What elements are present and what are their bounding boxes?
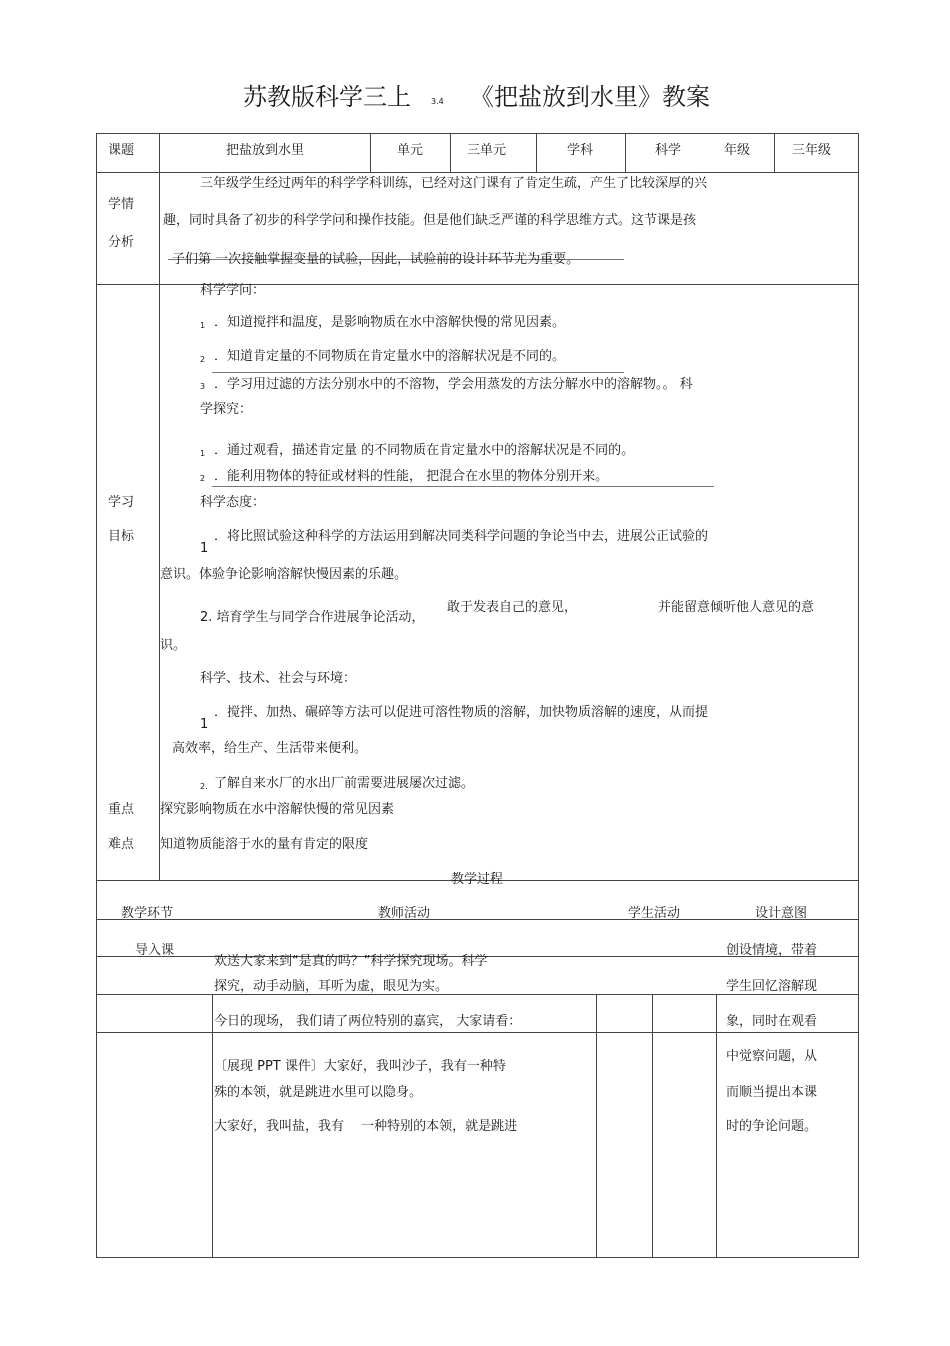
knowledge-item-1: ．知道搅拌和温度，是影响物质在水中溶解快慢的常见因素。 (214, 315, 566, 330)
grade-label: 年级 (724, 143, 751, 158)
attitude-item-1b: 意识。体验争论影响溶解快慢因素的乐趣。 (160, 567, 408, 582)
attitude-item-2a: 2. 培育学生与同学合作进展争论活动， (200, 610, 425, 625)
a1-number: 1 (200, 541, 209, 556)
analysis-line: 子们第 一次接触掌握变量的试验，因此，试验前的设计环节尤为重要。 (172, 252, 580, 267)
attitude-item-2d: 识。 (160, 638, 187, 653)
title-number: 3.4 (431, 97, 444, 106)
teacher-line: 〔展现 PPT 课件〕大家好，我叫沙子，我有一种特 (214, 1059, 506, 1074)
analysis-line: 三年级学生经过两年的科学学科训练，已经对这门课有了肯定生疏，产生了比较深厚的兴 (200, 176, 708, 191)
analysis-label-2: 分析 (108, 235, 135, 250)
title-main: 苏教版科学三上 (243, 83, 411, 111)
title-lesson: 《把盐放到水里》教案 (470, 83, 710, 111)
col-stage: 教学环节 (121, 906, 174, 921)
key-label-2: 难点 (108, 837, 135, 852)
col-intent: 设计意图 (755, 906, 808, 921)
subject-value: 科学 (655, 143, 682, 158)
attitude-heading: 科学态度： (200, 495, 266, 510)
teacher-line: 大家好，我叫盐，我有 一种特别的本领，就是跳进 (214, 1119, 518, 1134)
attitude-item-2c: 并能留意倾听他人意见的意 (658, 600, 815, 615)
teacher-line: 殊的本领，就是跳进水里可以隐身。 (214, 1085, 423, 1100)
knowledge-item-3: ．学习用过滤的方法分别水中的不溶物，学会用蒸发的方法分解水中的溶解物。。 科 (214, 377, 693, 392)
knowledge-heading: 科学学问： (200, 283, 266, 298)
intent-line: 时的争论问题。 (726, 1119, 818, 1134)
teacher-line: 欢送大家来到“是真的吗？”科学探究现场。科学 (214, 954, 488, 969)
key-difficulty: 知道物质能溶于水的量有肯定的限度 (160, 837, 369, 852)
key-label-1: 重点 (108, 802, 135, 817)
analysis-line: 趣，同时具备了初步的科学学问和操作技能。但是他们缺乏严谨的科学思维方式。这节课是孩 (163, 213, 697, 228)
attitude-item-1a: ．将比照试验这种科学的方法运用到解决同类科学问题的争论当中去，进展公正试验的 (214, 529, 709, 544)
objectives-label-2: 目标 (108, 529, 135, 544)
intent-line: 而顺当提出本课 (726, 1085, 818, 1100)
intent-line: 中觉察问题，从 (726, 1049, 818, 1064)
unit-label: 单元 (397, 143, 424, 158)
grade-value: 三年级 (792, 143, 832, 158)
stage-intro: 导入课 (135, 943, 175, 958)
sts-item-1b: 高效率，给生产、生活带来便利。 (172, 741, 368, 756)
col-teacher: 教师活动 (378, 906, 431, 921)
sts-heading: 科学、技术、社会与环境： (200, 671, 357, 686)
topic-label: 课题 (108, 143, 135, 158)
objectives-label-1: 学习 (108, 495, 135, 510)
analysis-label-1: 学情 (108, 197, 135, 212)
intent-line: 象，同时在观看 (726, 1014, 818, 1029)
teacher-line: 今日的现场， 我们请了两位特别的嘉宾， 大家请看： (214, 1014, 522, 1029)
attitude-item-2b: 敢于发表自己的意见， (447, 600, 578, 615)
sts-item-1a: ．搅拌、加热、碾碎等方法可以促进可溶性物质的溶解，加快物质溶解的速度，从而提 (214, 705, 709, 720)
teacher-line: 探究，动手动脑，耳听为虚，眼见为实。 (214, 979, 449, 994)
process-heading: 教学过程 (451, 872, 504, 887)
sts-item-2: 了解自来水厂的水出厂前需要进展屡次过滤。 (214, 776, 475, 791)
k1-number: 1 (200, 321, 206, 330)
s2-number: 2. (200, 782, 208, 791)
inquiry-item-2: ．能利用物体的特征或材料的性能， 把混合在水里的物体分别开来。 (214, 469, 609, 484)
inquiry-item-1: ．通过观看，描述肯定量 的不同物质在肯定量水中的溶解状况是不同的。 (214, 443, 635, 458)
inquiry-heading: 学探究： (200, 402, 253, 417)
unit-value: 三单元 (467, 143, 507, 158)
s1-number: 1 (200, 717, 209, 732)
col-student: 学生活动 (628, 906, 681, 921)
key-point: 探究影响物质在水中溶解快慢的常见因素 (160, 802, 395, 817)
topic-value: 把盐放到水里 (226, 143, 305, 158)
intent-line: 学生回忆溶解现 (726, 979, 818, 994)
k2-number: 2 (200, 355, 206, 364)
subject-label: 学科 (567, 143, 594, 158)
i2-number: 2 (200, 474, 206, 483)
k3-number: 3 (200, 382, 206, 391)
intent-line: 创设情境，带着 (726, 943, 818, 958)
i1-number: 1 (200, 449, 206, 458)
knowledge-item-2: ．知道肯定量的不同物质在肯定量水中的溶解状况是不同的。 (214, 349, 566, 364)
